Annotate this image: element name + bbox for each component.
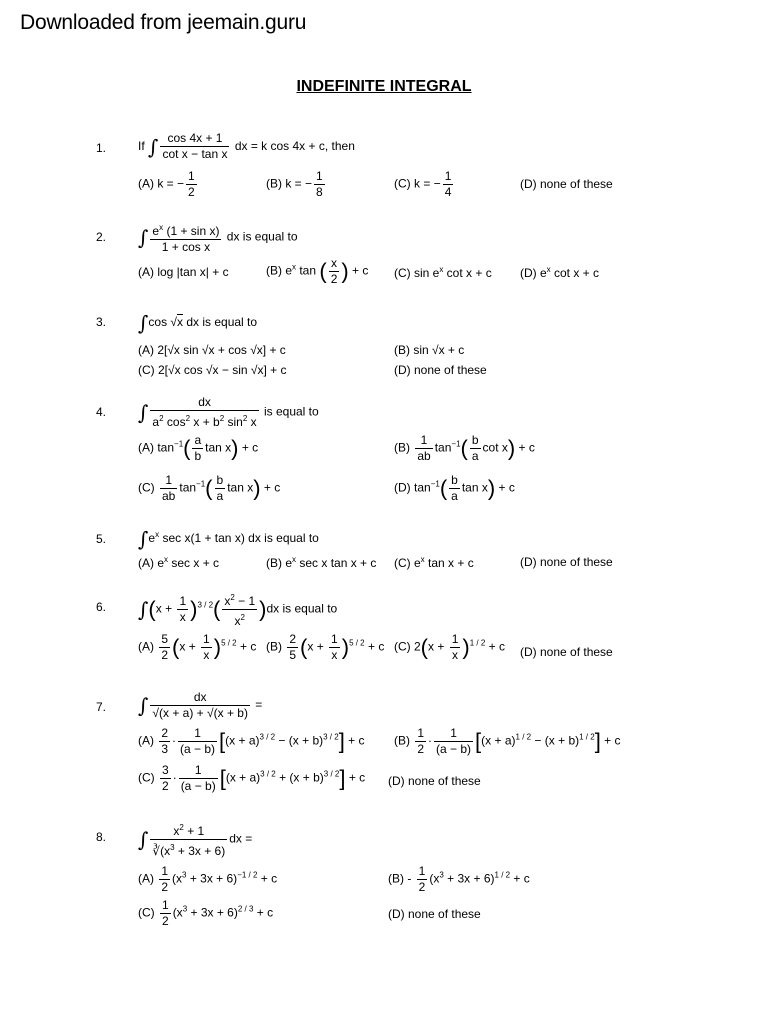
- question-number: 6.: [96, 600, 107, 614]
- question-number: 1.: [96, 141, 107, 155]
- option-c[interactable]: (C) $\sin e^x$ cot x + c: [394, 265, 492, 280]
- question-number: 2.: [96, 230, 107, 244]
- question-number: 4.: [96, 405, 107, 419]
- option-b[interactable]: (B) k = − $\frac{1}{8}$: [266, 169, 323, 199]
- question-stem: ∫ $\frac{dx}{a^2 \cos^2 x + b^2 \sin^2 x}$ is equal to: [138, 395, 319, 429]
- option-c[interactable]: (C) $e^x$ tan x + c: [394, 555, 474, 570]
- option-b[interactable]: (B) $e^x$ tan ( $\frac{x}{2}$ ) + c: [266, 256, 369, 286]
- question-number: 3.: [96, 315, 107, 329]
- option-b[interactable]: (B) $e^x$ sec x tan x + c: [266, 555, 377, 570]
- option-c[interactable]: (C) 2(x + $\frac{1}{x}$ )$^{1 / 2}$ + c: [394, 632, 505, 662]
- option-b[interactable]: (B) - $\frac{1}{2}$ $(x^3 + 3x + 6)^{1 / 2} + c$: [388, 864, 530, 894]
- source-header: Downloaded from jeemain.guru: [20, 11, 307, 34]
- question-stem: ∫cos √x dx is equal to: [138, 311, 258, 335]
- option-a[interactable]: (A) $\tan^{-1}$( $\frac{a}{b}$ tan x) + c: [138, 433, 259, 463]
- option-a[interactable]: (A) $\frac{5}{2}$ (x + $\frac{1}{x}$ )$^{5 / 2}$ + c: [138, 632, 257, 662]
- option-a[interactable]: (A) $e^x$ sec x + c: [138, 555, 220, 570]
- option-b[interactable]: (B) $\frac{1}{2}$ · $\frac{1}{(a - b)}$ $[(x + a)^{1 / 2} - (x + b)^{1 / 2}] + c$: [394, 726, 621, 756]
- question-stem-text: If ∫ $\frac{\cos 4x + 1}{\text{cot x − tan x}}$ dx = k cos 4x + c, then: [138, 131, 355, 161]
- question-stem: $\int e^x$ sec x(1 + tan x) dx is equal to: [138, 527, 319, 551]
- option-d[interactable]: (D) none of these: [388, 774, 481, 788]
- option-c[interactable]: (C) 2[√x cos √x − sin √x] + c: [138, 363, 287, 377]
- option-c[interactable]: (C) $\frac{1}{ab}$ $\tan^{-1}$( $\frac{b}{a}$ tan x) + c: [138, 473, 281, 503]
- option-d[interactable]: (D) $\tan^{-1}$( $\frac{b}{a}$ tan x) + c: [394, 473, 515, 503]
- option-d[interactable]: (D) none of these: [394, 363, 487, 377]
- option-a[interactable]: (A) k = − $\frac{1}{2}$: [138, 169, 195, 199]
- option-d[interactable]: (D) none of these: [520, 645, 613, 659]
- option-d[interactable]: (D) none of these: [388, 907, 481, 921]
- option-d[interactable]: (D) $e^x$ cot x + c: [520, 265, 600, 280]
- option-a[interactable]: (A) log |tan x| + c: [138, 265, 229, 279]
- option-a[interactable]: (A) $\frac{2}{3}$ · $\frac{1}{(a - b)}$ $[(x + a)^{3 / 2} - (x + b)^{3 / 2}] + c$: [138, 726, 365, 756]
- question-stem: ∫ $\frac{dx}{√(x + a) + √(x + b)}$ =: [138, 690, 263, 720]
- option-d[interactable]: (D) none of these: [520, 555, 613, 569]
- question-stem: ∫(x + $\frac{1}{x}$ )$^{3 / 2}$( $\frac{x^2 - 1}{x^2}$ )dx is equal to: [138, 590, 337, 629]
- option-b[interactable]: (B) sin √x + c: [394, 343, 465, 357]
- option-c[interactable]: (C) $\frac{3}{2}$ · $\frac{1}{(a - b)}$ $[(x + a)^{3 / 2} + (x + b)^{3 / 2}] + c$: [138, 763, 366, 793]
- question-stem: ∫ $\frac{e^x (1 + \sin x)}{\text{1 + cos x}}$ dx is equal to: [138, 220, 298, 255]
- option-b[interactable]: (B) $\frac{1}{ab}$ $\tan^{-1}$( $\frac{b}{a}$ cot x) + c: [394, 433, 535, 463]
- question-stem: ∫ $\frac{x^2 + 1}{∛(x^3 + 3x + 6)}$ dx =: [138, 820, 252, 859]
- option-c[interactable]: (C) $\frac{1}{2}$ $(x^3 + 3x + 6)^{2 / 3} + c$: [138, 898, 274, 928]
- option-b[interactable]: (B) $\frac{2}{5}$ (x + $\frac{1}{x}$ )$^{5 / 2}$ + c: [266, 632, 385, 662]
- option-a[interactable]: (A) 2[√x sin √x + cos √x] + c: [138, 343, 286, 357]
- option-a[interactable]: (A) $\frac{1}{2}$ $(x^3 + 3x + 6)^{-1 / 2} + c$: [138, 864, 278, 894]
- question-number: 7.: [96, 700, 107, 714]
- question-number: 8.: [96, 830, 107, 844]
- question-number: 5.: [96, 532, 107, 546]
- question-stem: [138, 131, 355, 162]
- page-title: INDEFINITE INTEGRAL: [296, 78, 472, 95]
- option-c[interactable]: (C) k = − $\frac{1}{4}$: [394, 169, 452, 199]
- option-d[interactable]: (D) none of these: [520, 177, 613, 191]
